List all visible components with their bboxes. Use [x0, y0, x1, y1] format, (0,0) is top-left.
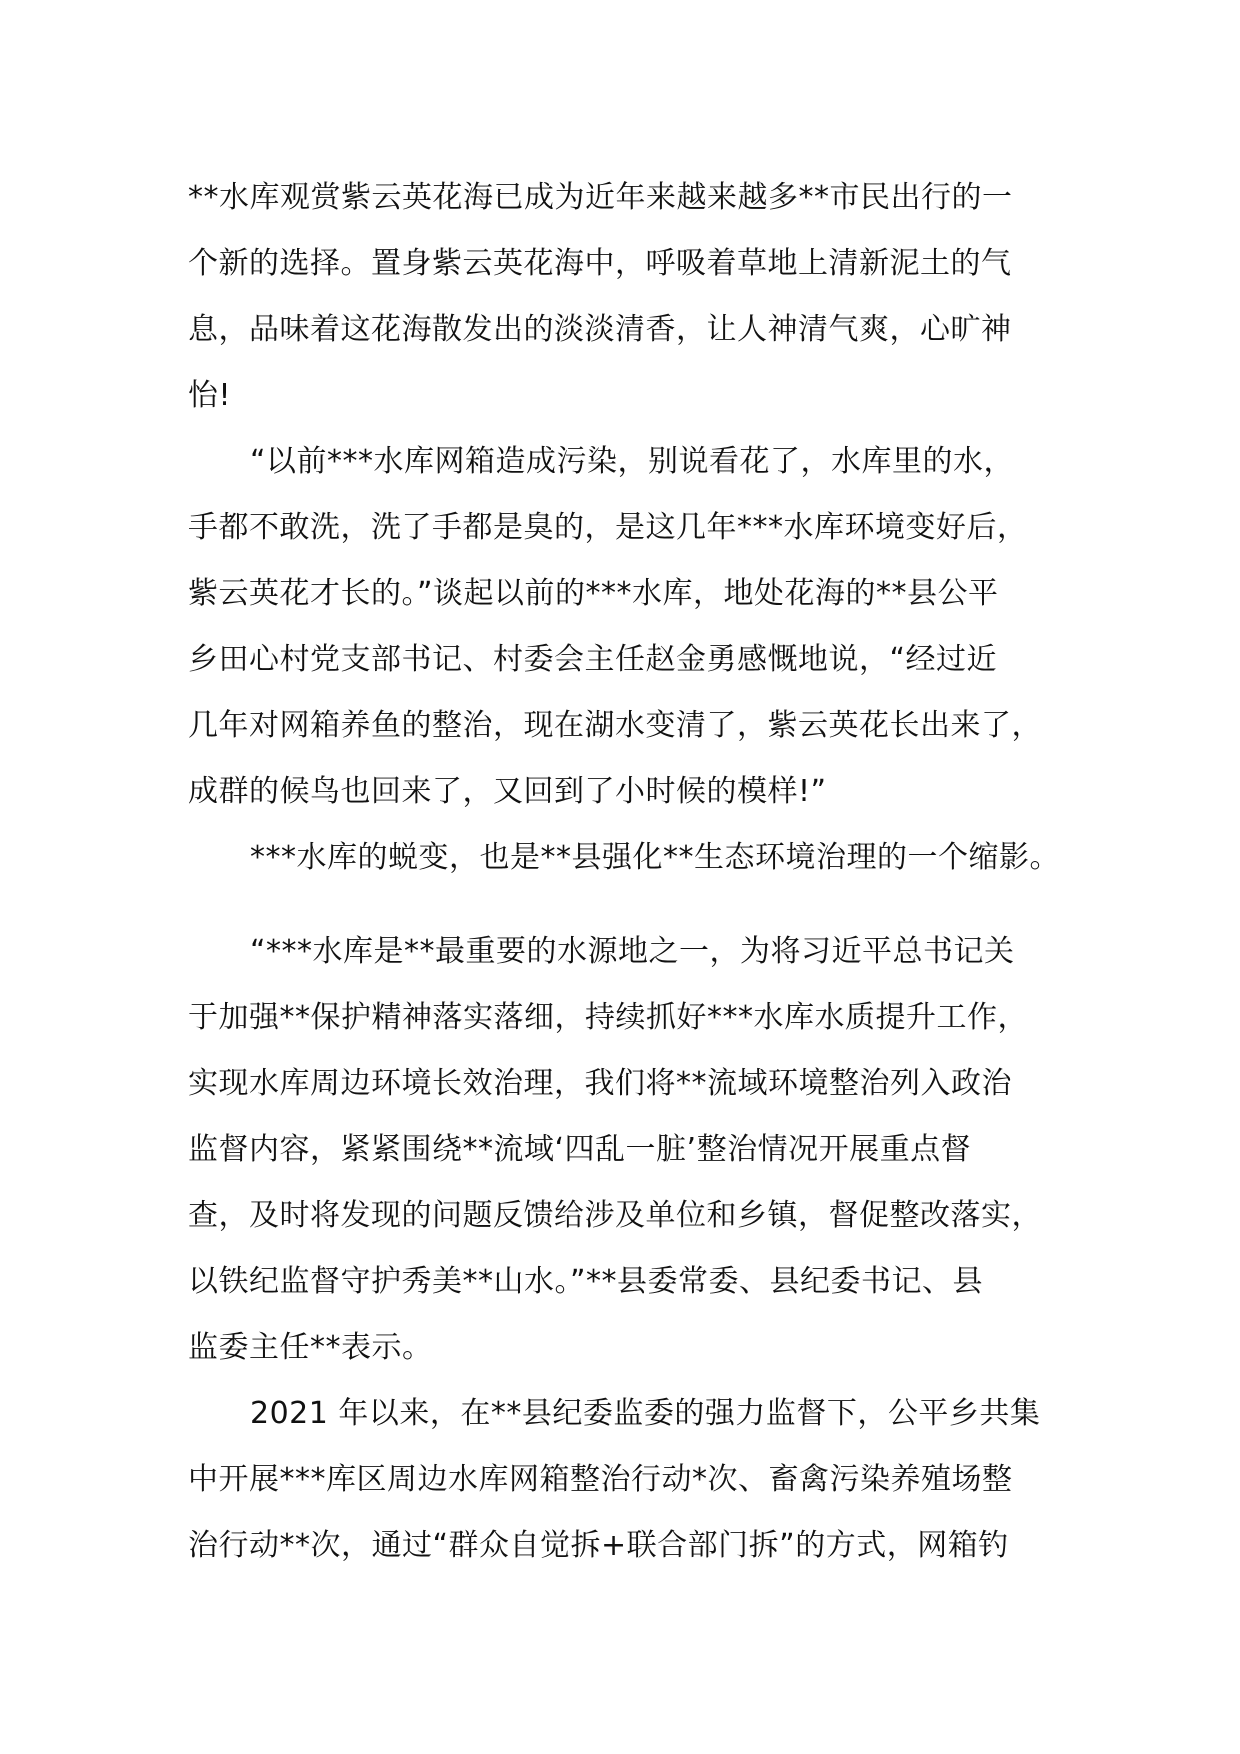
text-line: 紫云英花才长的。”谈起以前的***水库，地处花海的**县公平: [188, 576, 999, 611]
text-line: 成群的候鸟也回来了，又回到了小时候的模样!”: [188, 774, 827, 809]
text-line: 实现水库周边环境长效治理，我们将**流域环境整治列入政治: [188, 1066, 1012, 1101]
text-line: “以前***水库网箱造成污染，别说看花了，水库里的水，: [250, 444, 1015, 479]
text-line: 怡!: [188, 378, 232, 413]
text-line: 个新的选择。置身紫云英花海中，呼吸着草地上清新泥土的气: [188, 246, 1012, 281]
text-line: 查，及时将发现的问题反馈给涉及单位和乡镇，督促整改落实，: [188, 1198, 1042, 1233]
text-line: 于加强**保护精神落实落细，持续抓好***水库水质提升工作，: [188, 1000, 1028, 1035]
text-line: 手都不敢洗，洗了手都是臭的，是这几年***水库环境变好后，: [188, 510, 1028, 545]
text-line: 乡田心村党支部书记、村委会主任赵金勇感慨地说，“经过近: [188, 642, 998, 677]
text-line: 以铁纪监督守护秀美**山水。”**县委常委、县纪委书记、县: [188, 1264, 984, 1299]
text-line: ***水库的蜕变，也是**县强化**生态环境治理的一个缩影。: [250, 840, 1060, 875]
text-line: “***水库是**最重要的水源地之一，为将习近平总书记关: [250, 934, 1015, 969]
article-body: [188, 165, 1088, 1579]
text-line: 监督内容，紧紧围绕**流域‘四乱一脏’整治情况开展重点督: [188, 1132, 972, 1167]
text-line: 中开展***库区周边水库网箱整治行动*次、畜禽污染养殖场整: [188, 1462, 1013, 1497]
text-line: 治行动**次，通过“群众自觉拆+联合部门拆”的方式，网箱钓: [188, 1528, 1009, 1563]
text-line: 2021 年以来，在**县纪委监委的强力监督下，公平乡共集: [250, 1396, 1041, 1431]
text-line: 息，品味着这花海散发出的淡淡清香，让人神清气爽，心旷神: [188, 312, 1012, 347]
text-line: 几年对网箱养鱼的整治，现在湖水变清了，紫云英花长出来了，: [188, 708, 1042, 743]
text-line: **水库观赏紫云英花海已成为近年来越来越多**市民出行的一: [188, 180, 1013, 215]
text-line: 监委主任**表示。: [188, 1330, 433, 1365]
